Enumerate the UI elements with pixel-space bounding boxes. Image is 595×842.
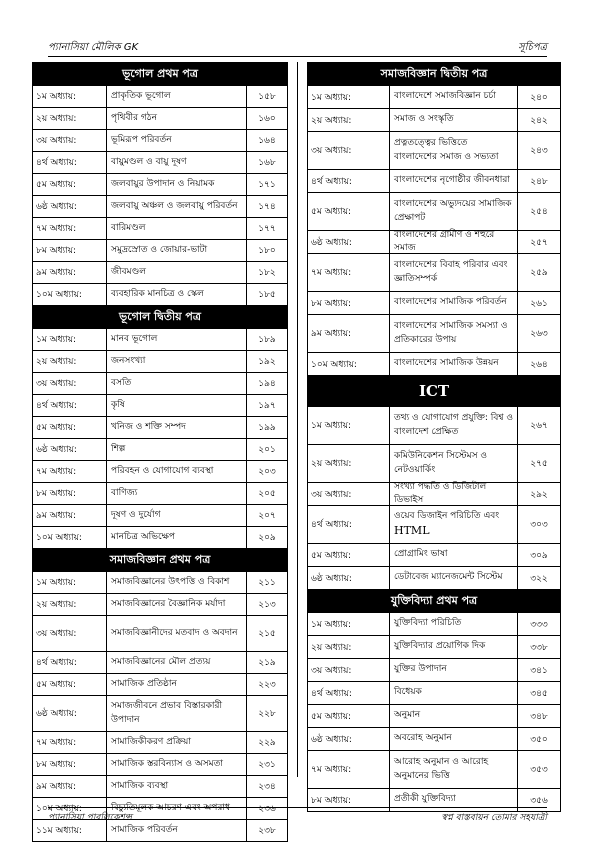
chapter-topic <box>390 132 518 169</box>
chapter-number: ৯ম অধ্যায়: <box>308 315 390 352</box>
page-number: ১৭৪ <box>258 202 276 212</box>
toc-row <box>308 613 560 636</box>
page-number: ২৬৭ <box>530 421 548 431</box>
chapter-number: ৩য় অধ্যায়: <box>33 373 107 394</box>
toc-row <box>33 262 287 284</box>
chapter-topic-text: বারিমণ্ডল <box>111 222 146 233</box>
page-number: ২৬৩ <box>530 329 548 339</box>
toc-row <box>308 636 560 659</box>
chapter-number: ১১ম অধ্যায়: <box>33 820 107 841</box>
chapter-topic-text: সামাজিক পরিবর্তন <box>111 824 178 835</box>
chapter-number: ৪র্থ অধ্যায়: <box>308 506 390 543</box>
chapter-topic <box>390 407 518 444</box>
chapter-topic <box>107 616 247 651</box>
chapter-topic-text: প্রত্নতত্ত্বের ভিত্তিতে বাংলাদেশের সমাজ ও সভ্যতা <box>394 138 499 162</box>
page-number: ১৬০ <box>258 114 276 124</box>
chapter-topic-text: বাংলাদেশের গ্রামীণ ও শহুরে সমাজ <box>394 229 495 253</box>
page-number: ২৫৯ <box>530 268 548 278</box>
chapter-number: ৯ম অধ্যায়: <box>33 505 107 526</box>
chapter-number: ৬ষ্ঠ অধ্যায়: <box>33 696 107 731</box>
chapter-topic <box>107 674 247 695</box>
chapter-number: ৭ম অধ্যায়: <box>33 218 107 239</box>
chapter-topic <box>390 315 518 352</box>
chapter-number: ৮ম অধ্যায়: <box>33 483 107 504</box>
page-number: ১৮৫ <box>258 290 276 300</box>
chapter-number: ২য় অধ্যায়: <box>308 445 390 482</box>
footer-publisher: প্যানাসিয়া পাবলিকেশন্স <box>48 813 132 823</box>
chapter-number: ১০ম অধ্যায়: <box>33 527 107 548</box>
page-number: ৩৩৩ <box>530 619 548 630</box>
chapter-number: ৬ষ্ঠ অধ্যায়: <box>308 231 390 253</box>
chapter-number: ১ম অধ্যায়: <box>308 613 390 635</box>
chapter-topic-text: কমিউনিকেশন সিস্টেমস ও নেটওয়ার্কিং <box>394 451 488 475</box>
toc-row <box>308 231 560 254</box>
chapter-number: ৪র্থ অধ্যায়: <box>33 652 107 673</box>
page-number: ২০৯ <box>258 533 276 543</box>
page-number: ২৪০ <box>530 92 548 103</box>
chapter-topic-text: অবরোহ অনুমান <box>394 733 452 744</box>
chapter-topic-text: মানচিত্র অভিক্ষেপ <box>111 531 175 542</box>
column-divider <box>297 62 298 777</box>
chapter-number: ৩য় অধ্যায়: <box>308 132 390 169</box>
chapter-topic <box>107 395 247 416</box>
chapter-topic-text: অনুমান <box>394 710 421 721</box>
page-number: ২১৩ <box>258 600 276 610</box>
toc-row <box>308 728 560 751</box>
chapter-number: ৪র্থ অধ্যায়: <box>33 152 107 173</box>
toc-section <box>32 548 288 842</box>
chapter-topic-line: HTML <box>394 524 430 538</box>
toc-section <box>32 62 288 305</box>
chapter-number: ৫ম অধ্যায়: <box>33 674 107 695</box>
chapter-topic-text: ডেটাবেজ ম্যানেজমেন্ট সিস্টেম <box>394 572 503 583</box>
page-number: ২৪২ <box>530 115 548 126</box>
page-number: ১৯৯ <box>258 423 276 433</box>
chapter-topic-text: সমাজ ও সংস্কৃতি <box>394 114 454 125</box>
chapter-topic-text: সংখ্যা পদ্ধতি ও ডিজিটাল ডিভাইস <box>394 481 487 505</box>
chapter-topic-text: বিচ্যুতিমূলক আচরণ এবং অপরাধ <box>111 802 230 813</box>
chapter-topic-text: সমাজবিজ্ঞানের মৌল প্রত্যয় <box>111 656 211 667</box>
toc-row <box>308 567 560 589</box>
toc-row <box>308 109 560 132</box>
page-number: ২৩১ <box>258 760 276 770</box>
toc-row <box>308 292 560 315</box>
toc-row <box>308 751 560 789</box>
toc-row <box>33 483 287 505</box>
page-number: ৩০৩ <box>530 520 548 530</box>
page-number: ১৫৮ <box>258 92 276 102</box>
chapter-topic <box>390 751 518 788</box>
footer-rule <box>48 807 547 808</box>
chapter-number: ৭ম অধ্যায়: <box>308 751 390 788</box>
page-number: ২৬৪ <box>530 359 548 370</box>
chapter-topic-text: বাণিজ্য <box>111 487 138 498</box>
chapter-topic <box>107 174 247 195</box>
chapter-number: ৬ষ্ঠ অধ্যায়: <box>33 196 107 217</box>
chapter-topic <box>107 527 247 548</box>
chapter-topic-text: যুক্তিবিদ্যা পরিচিতি <box>394 618 462 629</box>
toc-row <box>33 527 287 548</box>
section-title: ভূগোল দ্বিতীয় পত্র <box>33 306 287 329</box>
chapter-topic <box>390 544 518 566</box>
chapter-topic-text: জনসংখ্যা <box>111 355 146 366</box>
page-number: ৩৪৮ <box>530 711 548 722</box>
page-number: ২১৫ <box>258 629 276 639</box>
toc-row <box>308 445 560 483</box>
chapter-topic-text: বসতি <box>111 377 132 388</box>
toc-row <box>308 315 560 353</box>
chapter-number: ১০ম অধ্যায়: <box>33 798 107 819</box>
chapter-topic-text: সমাজজীবনে প্রভাব বিস্তারকারী উপাদান <box>111 701 223 725</box>
chapter-number: ৫ম অধ্যায়: <box>308 705 390 727</box>
chapter-number: ৯ম অধ্যায়: <box>33 262 107 283</box>
chapter-topic <box>390 86 518 108</box>
header-section-title: সূচিপত্র <box>518 42 547 53</box>
chapter-topic <box>107 652 247 673</box>
chapter-topic <box>390 445 518 482</box>
chapter-topic <box>107 373 247 394</box>
chapter-topic-text: জলবায়ু অঞ্চল ও জলবায়ু পরিবর্তন <box>111 200 238 211</box>
page-number: ২৩৬ <box>258 804 276 814</box>
chapter-number: ৬ষ্ঠ অধ্যায়: <box>308 728 390 750</box>
page-number: ৩৫০ <box>530 734 548 745</box>
chapter-number: ৩য় অধ্যায়: <box>33 616 107 651</box>
chapter-number: ৫ম অধ্যায়: <box>308 544 390 566</box>
chapter-topic-text: জলবায়ুর উপাদান ও নিয়ামক <box>111 178 215 189</box>
chapter-number: ১০ম অধ্যায়: <box>33 284 107 305</box>
chapter-topic-text: প্রাকৃতিক ভূগোল <box>111 90 171 101</box>
chapter-topic <box>390 659 518 681</box>
toc-row <box>33 461 287 483</box>
chapter-number: ২য় অধ্যায়: <box>308 636 390 658</box>
chapter-topic-text: সমাজবিজ্ঞানের উৎপত্তি ও বিকাশ <box>111 576 230 587</box>
page-number: ২০৫ <box>258 489 276 499</box>
toc-row <box>33 240 287 262</box>
page-number: ১৬৮ <box>258 158 276 168</box>
page-number: ২০৭ <box>258 511 276 521</box>
chapter-topic <box>390 682 518 704</box>
chapter-topic <box>107 130 247 151</box>
page-number: ১৮৯ <box>258 335 276 345</box>
chapter-topic <box>390 109 518 131</box>
chapter-number: ৭ম অধ্যায়: <box>33 461 107 482</box>
right-toc-column <box>307 62 561 812</box>
chapter-topic <box>107 152 247 173</box>
chapter-topic-text: পৃথিবীর গঠন <box>111 112 157 123</box>
header-rule <box>48 56 547 57</box>
chapter-number: ৪র্থ অধ্যায়: <box>33 395 107 416</box>
chapter-topic-text: সমাজবিজ্ঞানীদের মতবাদ ও অবদান <box>111 627 238 638</box>
chapter-topic-text: তথ্য ও যোগাযোগ প্রযুক্তি: বিশ্ব ও বাংলাদেশ প্রেক্ষিত <box>394 413 513 437</box>
toc-row <box>308 659 560 682</box>
chapter-topic-text: ভূমিরূপ পরিবর্তন <box>111 134 172 145</box>
chapter-number: ৮ম অধ্যায়: <box>308 292 390 314</box>
chapter-topic <box>107 776 247 797</box>
chapter-number: ১০ম অধ্যায়: <box>308 353 390 375</box>
chapter-number: ২য় অধ্যায়: <box>33 108 107 129</box>
chapter-topic-text: বাংলাদেশের বিবাহ পরিবার এবং জ্ঞাতিসম্পর্ক <box>394 260 508 284</box>
chapter-topic <box>107 505 247 526</box>
toc-row <box>308 86 560 109</box>
chapter-topic-text: বাংলাদেশের সামাজিক সমস্যা ও প্রতিকারের উপায় <box>394 321 508 345</box>
chapter-topic-text: প্রোগ্রামিং ভাষা <box>394 549 448 560</box>
toc-row <box>33 616 287 652</box>
left-toc-column <box>32 62 288 842</box>
toc-row <box>33 594 287 616</box>
toc-row <box>308 132 560 170</box>
page-number: ২২৯ <box>258 738 276 748</box>
toc-row <box>33 732 287 754</box>
page-number: ৩২২ <box>530 573 548 584</box>
chapter-number: ৫ম অধ্যায়: <box>308 193 390 230</box>
chapter-number: ৭ম অধ্যায়: <box>33 732 107 753</box>
toc-row <box>308 544 560 567</box>
page-number: ১৮২ <box>258 268 276 278</box>
toc-row <box>33 652 287 674</box>
chapter-number: ৩য় অধ্যায়: <box>33 130 107 151</box>
toc-row <box>33 439 287 461</box>
page-number: ২২৩ <box>258 680 276 690</box>
chapter-topic <box>107 329 247 350</box>
page-number: ২৪৩ <box>530 146 548 156</box>
chapter-topic-text: মানব ভূগোল <box>111 333 158 344</box>
page-number: ২৭৫ <box>530 459 548 469</box>
toc-row <box>308 483 560 506</box>
page-number: ১৬৪ <box>258 136 276 146</box>
toc-row <box>33 417 287 439</box>
section-title: সমাজবিজ্ঞান প্রথম পত্র <box>33 549 287 572</box>
toc-row <box>33 174 287 196</box>
chapter-topic <box>390 292 518 314</box>
page-number: ২৩৮ <box>258 826 276 836</box>
chapter-topic <box>107 262 247 283</box>
chapter-topic-line: ওয়েব ডিজাইন পরিচিতি এবং <box>394 511 500 521</box>
chapter-topic-text: সামাজিক ব্যবস্থা <box>111 780 169 791</box>
toc-row <box>33 196 287 218</box>
chapter-number: ২য় অধ্যায়: <box>33 351 107 372</box>
chapter-topic <box>107 732 247 753</box>
toc-row <box>33 572 287 594</box>
chapter-topic-text: বায়ুমণ্ডল ও বায়ু দূষণ <box>111 156 187 167</box>
toc-row <box>33 696 287 732</box>
toc-section <box>307 62 561 375</box>
chapter-topic-text: দূষণ ও দুর্যোগ <box>111 509 161 520</box>
chapter-topic-text: আরোহ অনুমান ও আরোহ অনুমানের ভিত্তি <box>394 757 489 781</box>
chapter-topic-text: ব্যবহারিক মানচিত্র ও স্কেল <box>111 288 204 299</box>
chapter-topic-text: পরিবহন ও যোগাযোগ ব্যবস্থা <box>111 465 214 476</box>
chapter-number: ৭ম অধ্যায়: <box>308 254 390 291</box>
toc-row <box>308 506 560 544</box>
page-number: ৩৪১ <box>530 665 548 676</box>
chapter-number: ১ম অধ্যায়: <box>33 86 107 107</box>
chapter-topic-text: বাংলাদেশে সমাজবিজ্ঞান চর্চা <box>394 91 496 102</box>
chapter-topic <box>390 231 518 253</box>
page-number: ২২৮ <box>258 709 276 719</box>
chapter-number: ৩য় অধ্যায়: <box>308 483 390 505</box>
chapter-number: ৩য় অধ্যায়: <box>308 659 390 681</box>
toc-row <box>33 284 287 305</box>
page-number: ১৯২ <box>258 357 276 367</box>
chapter-topic <box>390 353 518 375</box>
page-number: ২৫৪ <box>530 207 548 217</box>
chapter-topic <box>390 636 518 658</box>
header-book-title: প্যানাসিয়া মৌলিক GK <box>48 42 139 53</box>
chapter-number: ১ম অধ্যায়: <box>308 407 390 444</box>
chapter-topic-text: প্রতীকী যুক্তিবিদ্যা <box>394 794 456 805</box>
chapter-topic <box>107 417 247 438</box>
chapter-topic-text: সমাজবিজ্ঞানের বৈজ্ঞানিক মর্যাদা <box>111 598 226 609</box>
toc-row <box>33 776 287 798</box>
chapter-topic-text: কৃষি <box>111 399 125 410</box>
toc-row <box>308 407 560 445</box>
toc-row <box>33 108 287 130</box>
page-number: ৩৪৫ <box>530 688 548 699</box>
toc-row <box>33 373 287 395</box>
chapter-topic <box>390 506 518 543</box>
chapter-topic <box>107 196 247 217</box>
section-title: সমাজবিজ্ঞান দ্বিতীয় পত্র <box>308 63 560 86</box>
toc-row <box>308 353 560 375</box>
chapter-topic <box>390 705 518 727</box>
toc-row <box>33 351 287 373</box>
toc-row <box>308 254 560 292</box>
chapter-number: ২য় অধ্যায়: <box>33 594 107 615</box>
chapter-topic <box>107 483 247 504</box>
chapter-topic <box>107 439 247 460</box>
toc-section <box>307 589 561 812</box>
chapter-number: ৪র্থ অধ্যায়: <box>308 170 390 192</box>
chapter-topic-text: সমুদ্রস্রোত ও জোয়ার-ভাটা <box>111 244 208 255</box>
page-number: ১৯৭ <box>258 401 276 411</box>
chapter-topic <box>107 696 247 731</box>
chapter-number: ৫ম অধ্যায়: <box>33 174 107 195</box>
chapter-topic-text: সামাজিক স্তরবিন্যাস ও অসমতা <box>111 758 223 769</box>
toc-row <box>33 754 287 776</box>
chapter-number: ৮ম অধ্যায়: <box>33 754 107 775</box>
chapter-topic <box>107 240 247 261</box>
chapter-topic <box>390 254 518 291</box>
chapter-topic-text: খনিজ ও শক্তি সম্পদ <box>111 421 186 432</box>
chapter-topic <box>390 170 518 192</box>
page-number: ২১১ <box>258 578 276 588</box>
page-number: ৩০৯ <box>530 550 548 561</box>
toc-row <box>308 682 560 705</box>
chapter-topic-text: যুক্তিবিদ্যার প্রয়োগিক দিক <box>394 641 486 652</box>
chapter-topic <box>107 594 247 615</box>
chapter-number: ১ম অধ্যায়: <box>33 572 107 593</box>
toc-row <box>33 329 287 351</box>
toc-row <box>308 170 560 193</box>
page-number: ১৭৭ <box>258 224 276 234</box>
toc-row <box>308 193 560 231</box>
toc-row <box>33 86 287 108</box>
page-number: ২৯২ <box>530 489 548 500</box>
chapter-topic-text: সামাজিক প্রতিষ্ঠান <box>111 678 177 689</box>
chapter-topic <box>107 572 247 593</box>
chapter-topic <box>390 728 518 750</box>
chapter-number: ৫ম অধ্যায়: <box>33 417 107 438</box>
page-number: ২৪৮ <box>530 176 548 187</box>
chapter-topic <box>107 351 247 372</box>
section-title: ICT <box>308 376 560 407</box>
chapter-topic-text: বাংলাদেশের নৃগোষ্ঠীর জীবনধারা <box>394 175 510 186</box>
page-number: ১৭১ <box>258 180 276 190</box>
chapter-topic-text: বাংলাদেশের সামাজিক উন্নয়ন <box>394 358 499 369</box>
toc-section <box>307 375 561 589</box>
chapter-number: ৮ম অধ্যায়: <box>33 240 107 261</box>
toc-row <box>308 705 560 728</box>
chapter-topic <box>107 108 247 129</box>
chapter-number: ৬ষ্ঠ অধ্যায়: <box>308 567 390 589</box>
toc-row <box>33 674 287 696</box>
chapter-topic <box>107 754 247 775</box>
section-title: যুক্তিবিদ্যা প্রথম পত্র <box>308 590 560 613</box>
chapter-number: ২য় অধ্যায়: <box>308 109 390 131</box>
chapter-topic <box>107 284 247 305</box>
chapter-topic <box>107 218 247 239</box>
footer-tagline: স্বপ্ন বাস্তবায়ন তোমার সহযাত্রী <box>441 813 547 823</box>
chapter-topic <box>390 193 518 230</box>
page-number: ২১৯ <box>258 658 276 668</box>
toc-section <box>32 305 288 548</box>
page-number: ৩৫৬ <box>530 795 548 806</box>
section-title: ভূগোল প্রথম পত্র <box>33 63 287 86</box>
chapter-topic-text: বাংলাদেশের সামাজিক পরিবর্তন <box>394 297 507 308</box>
chapter-number: ৯ম অধ্যায়: <box>33 776 107 797</box>
toc-row <box>33 218 287 240</box>
page-number: ২৩৪ <box>258 782 276 792</box>
toc-row <box>33 130 287 152</box>
page-number: ১৯৪ <box>258 379 276 389</box>
chapter-topic-text: শিল্প <box>111 443 126 454</box>
chapter-topic-text: বিধেয়ক <box>394 687 422 698</box>
toc-row <box>33 505 287 527</box>
page-number: ২০১ <box>258 445 276 455</box>
chapter-topic-text: জীবমণ্ডল <box>111 266 146 277</box>
chapter-number: ৮ম অধ্যায়: <box>308 789 390 811</box>
page-header <box>48 40 547 56</box>
chapter-number: ১ম অধ্যায়: <box>308 86 390 108</box>
chapter-number: ৪র্থ অধ্যায়: <box>308 682 390 704</box>
chapter-topic <box>390 567 518 589</box>
toc-row <box>33 395 287 417</box>
chapter-number: ১ম অধ্যায়: <box>33 329 107 350</box>
chapter-topic-text: যুক্তির উপাদান <box>394 664 447 675</box>
page-number: ২৬১ <box>530 298 548 309</box>
chapter-topic-text: সামাজিকীকরণ প্রক্রিয়া <box>111 736 191 747</box>
toc-row <box>33 152 287 174</box>
chapter-topic <box>390 613 518 635</box>
page-number: ২৫৭ <box>530 237 548 248</box>
chapter-number: ৬ষ্ঠ অধ্যায়: <box>33 439 107 460</box>
chapter-topic-text: বাংলাদেশের অভ্যুদয়ের সামাজিক প্রেক্ষাপট <box>394 199 512 223</box>
chapter-topic <box>107 461 247 482</box>
chapter-topic <box>390 483 518 505</box>
page-number: ১৮০ <box>258 246 276 256</box>
chapter-topic <box>107 86 247 107</box>
page-number: ৩৫৩ <box>530 765 548 775</box>
page-number: ৩৩৮ <box>530 642 548 653</box>
page-number: ২০৩ <box>258 467 276 477</box>
